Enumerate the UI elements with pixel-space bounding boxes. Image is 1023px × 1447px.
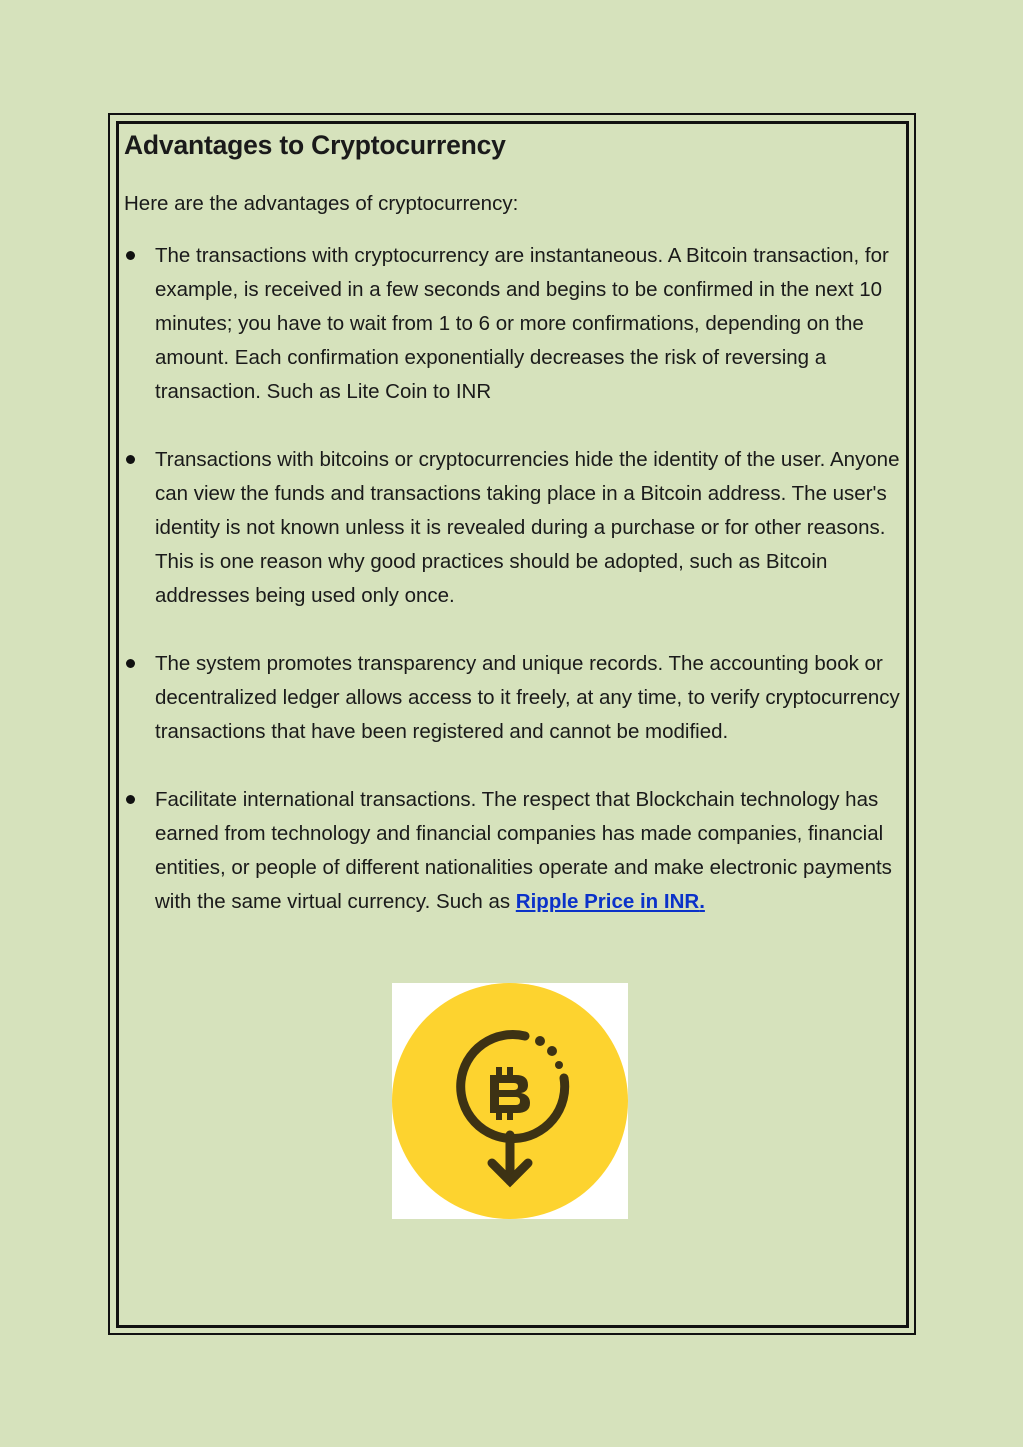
list-item-text: Facilitate international transactions. The respect that Blockchain technology has earned from technology and financial companies has made companies, financial entities, or people of different nationalities operate and make electronic payments with the same virtual currency. Such as: [155, 788, 892, 913]
advantages-list: [124, 239, 904, 919]
logo-dot-1: [535, 1036, 545, 1046]
list-item: [124, 239, 900, 409]
logo-dot-2: [547, 1046, 557, 1056]
bullet-icon: [126, 251, 135, 260]
bullet-icon: [126, 659, 135, 668]
document-content: [124, 124, 904, 953]
bullet-icon: [126, 795, 135, 804]
list-item: [124, 443, 900, 613]
list-item-text: The system promotes transparency and unique records. The accounting book or decentralized ledger allows access to it freely, at any time, to verify cryptocurrency transactions that have been registered and cannot be modified.: [155, 652, 900, 743]
bitcoin-logo-image: [392, 983, 628, 1219]
list-item: [124, 647, 900, 749]
list-item: [124, 783, 900, 919]
page-title: Advantages to Cryptocurrency: [124, 130, 506, 160]
list-item-text: The transactions with cryptocurrency are instantaneous. A Bitcoin transaction, for example, is received in a few seconds and begins to be confirmed in the next 10 minutes; you have to wait from 1 to 6 or more confirmations, depending on the amount. Each confirmation exponentially decreases the risk of reversing a transaction. Such as Lite Coin to INR: [155, 244, 889, 403]
list-item-text: Transactions with bitcoins or cryptocurrencies hide the identity of the user. Anyone can view the funds and transactions taking place in a Bitcoin address. The user's identity is not known unless it is revealed during a purchase or for other reasons. This is one reason why good practices should be adopted, such as Bitcoin addresses being used only once.: [155, 448, 900, 607]
ripple-price-link[interactable]: Ripple Price in INR: [515, 890, 700, 913]
bitcoin-withdraw-icon: [392, 983, 628, 1219]
bullet-icon: [126, 455, 135, 464]
logo-dot-3: [555, 1061, 563, 1069]
link-suffix: .: [699, 890, 705, 913]
intro-text: Here are the advantages of cryptocurrency:: [124, 192, 519, 215]
